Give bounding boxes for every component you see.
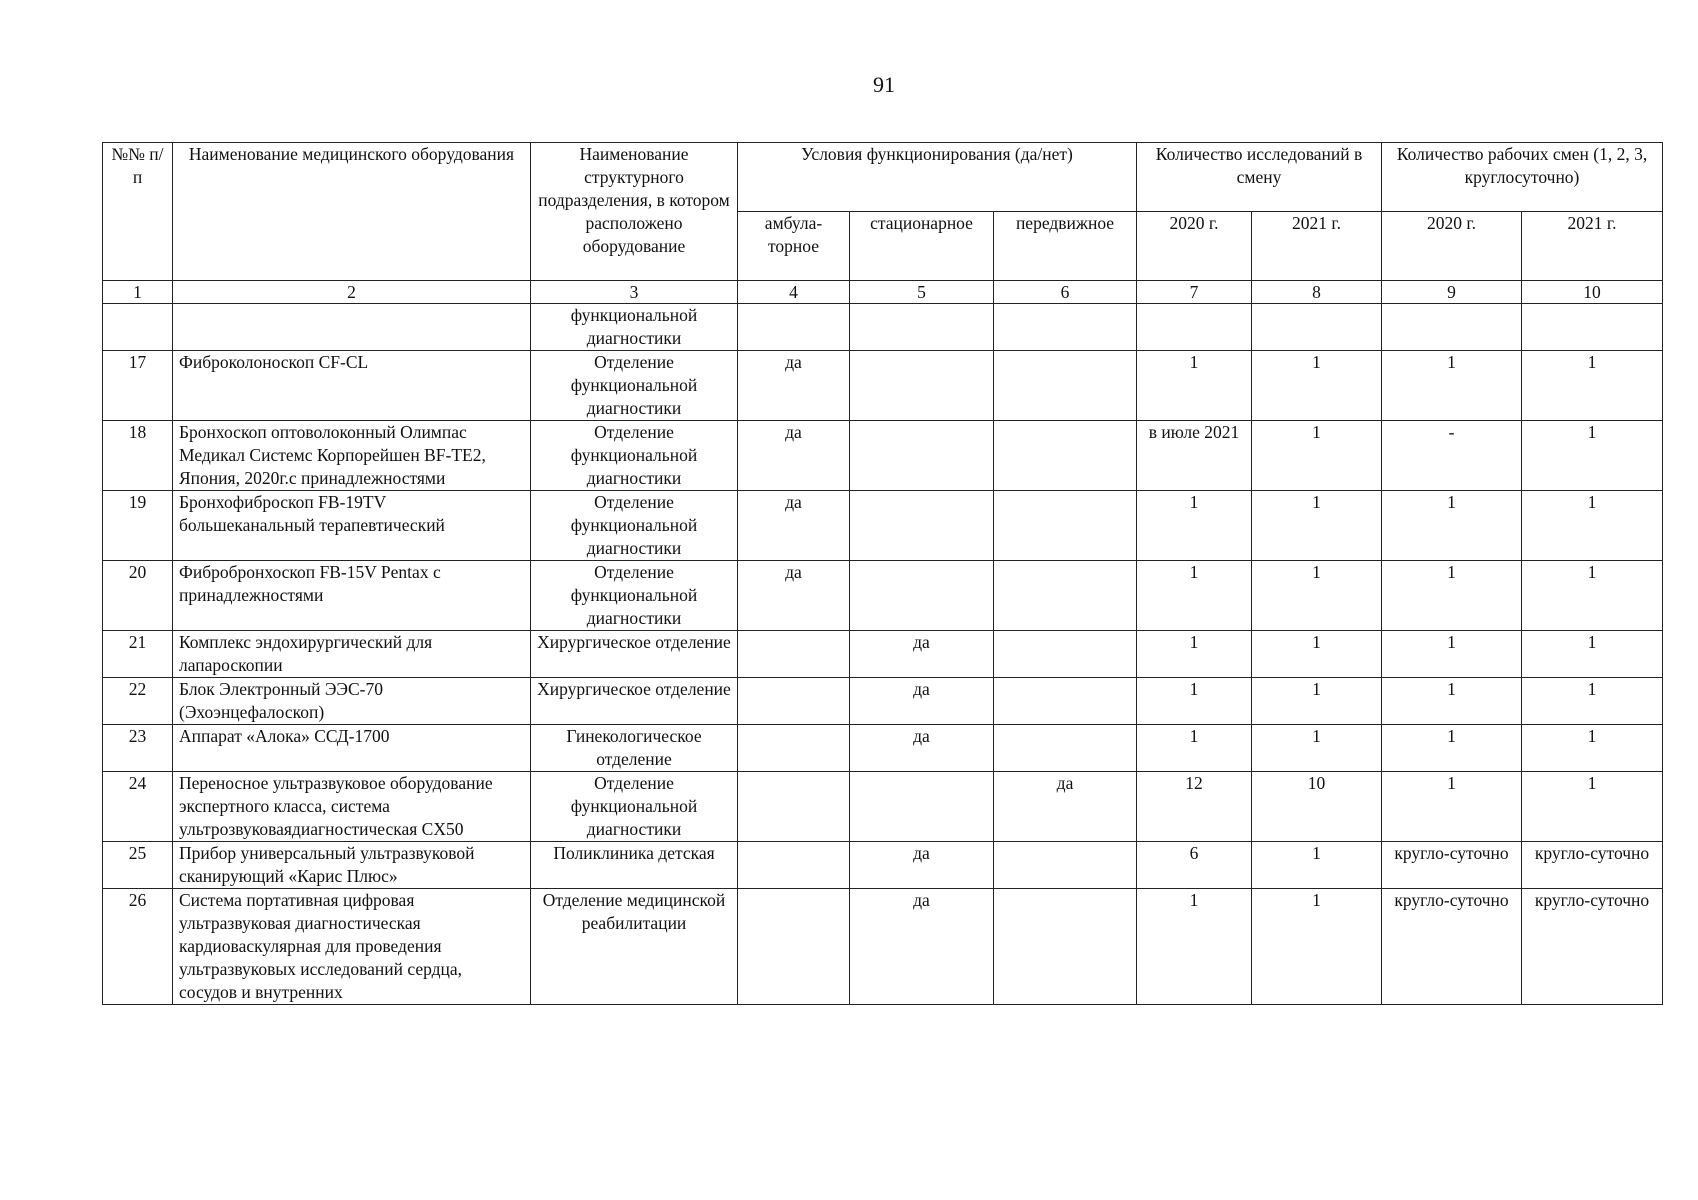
header-equipment-name: Наименование медицинского оборудования <box>173 143 531 281</box>
header-shifts-2020: 2020 г. <box>1382 212 1522 281</box>
shifts-2020-cell: 1 <box>1382 772 1522 842</box>
research-2020-cell <box>1137 304 1252 351</box>
shifts-2021-cell: 1 <box>1522 491 1663 561</box>
header-shift-count: Количество рабочих смен (1, 2, 3, круглосуточно) <box>1382 143 1663 212</box>
research-2021-cell: 1 <box>1252 561 1382 631</box>
ambulatory-cell <box>738 889 850 1005</box>
mobile-cell <box>994 631 1137 678</box>
equipment-name: Блок Электронный ЭЭС-70 (Эхоэнцефалоскоп) <box>173 678 531 725</box>
ambulatory-cell <box>738 678 850 725</box>
row-number: 26 <box>103 889 173 1005</box>
stationary-cell <box>850 561 994 631</box>
ambulatory-cell: да <box>738 351 850 421</box>
row-number: 22 <box>103 678 173 725</box>
shifts-2020-cell: 1 <box>1382 351 1522 421</box>
equipment-name: Переносное ультразвуковое оборудование экспертного класса, система ультрозвуковаядиагностическая CX50 <box>173 772 531 842</box>
stationary-cell <box>850 421 994 491</box>
shifts-2020-cell: кругло-суточно <box>1382 842 1522 889</box>
table-row <box>103 421 1663 491</box>
stationary-cell <box>850 491 994 561</box>
mobile-cell: да <box>994 772 1137 842</box>
research-2020-cell: 1 <box>1137 889 1252 1005</box>
department: Поликлиника детская <box>531 842 738 889</box>
row-number: 20 <box>103 561 173 631</box>
research-2021-cell: 10 <box>1252 772 1382 842</box>
department: Отделение функциональной диагностики <box>531 772 738 842</box>
shifts-2020-cell: 1 <box>1382 561 1522 631</box>
shifts-2020-cell: 1 <box>1382 678 1522 725</box>
column-numbers-row <box>103 281 1663 304</box>
header-research-count: Количество исследований в смену <box>1137 143 1382 212</box>
stationary-cell: да <box>850 725 994 772</box>
research-2021-cell: 1 <box>1252 842 1382 889</box>
stationary-cell: да <box>850 678 994 725</box>
column-number: 1 <box>103 281 173 304</box>
research-2021-cell: 1 <box>1252 889 1382 1005</box>
research-2021-cell: 1 <box>1252 631 1382 678</box>
mobile-cell <box>994 351 1137 421</box>
column-number: 2 <box>173 281 531 304</box>
stationary-cell <box>850 304 994 351</box>
mobile-cell <box>994 491 1137 561</box>
research-2020-cell: 12 <box>1137 772 1252 842</box>
table-row <box>103 725 1663 772</box>
department: Отделение функциональной диагностики <box>531 561 738 631</box>
table-row <box>103 561 1663 631</box>
equipment-name: Фибробронхоскоп FB-15V Pentax с принадлежностями <box>173 561 531 631</box>
department: Отделение функциональной диагностики <box>531 491 738 561</box>
ambulatory-cell <box>738 842 850 889</box>
shifts-2021-cell: 1 <box>1522 421 1663 491</box>
research-2021-cell <box>1252 304 1382 351</box>
table-row <box>103 889 1663 1005</box>
column-number: 6 <box>994 281 1137 304</box>
ambulatory-cell: да <box>738 561 850 631</box>
ambulatory-cell <box>738 631 850 678</box>
stationary-cell: да <box>850 842 994 889</box>
page-number: 91 <box>873 72 895 97</box>
header-number: №№ п/п <box>103 143 173 281</box>
table-row <box>103 678 1663 725</box>
equipment-name: Комплекс эндохирургический для лапароскопии <box>173 631 531 678</box>
research-2020-cell: 1 <box>1137 631 1252 678</box>
header-conditions: Условия функционирования (да/нет) <box>738 143 1137 212</box>
row-number: 18 <box>103 421 173 491</box>
ambulatory-cell <box>738 304 850 351</box>
ambulatory-cell <box>738 772 850 842</box>
shifts-2021-cell <box>1522 304 1663 351</box>
mobile-cell <box>994 842 1137 889</box>
header-mobile: передвижное <box>994 212 1137 281</box>
department: Отделение функциональной диагностики <box>531 421 738 491</box>
research-2021-cell: 1 <box>1252 725 1382 772</box>
row-number: 19 <box>103 491 173 561</box>
shifts-2020-cell <box>1382 304 1522 351</box>
shifts-2021-cell: 1 <box>1522 725 1663 772</box>
table-row <box>103 772 1663 842</box>
research-2021-cell: 1 <box>1252 491 1382 561</box>
research-2020-cell: 1 <box>1137 351 1252 421</box>
header-research-2021: 2021 г. <box>1252 212 1382 281</box>
equipment-name: Прибор универсальный ультразвуковой сканирующий «Карис Плюс» <box>173 842 531 889</box>
equipment-name: Система портативная цифровая ультразвуковая диагностическая кардиоваскулярная для проведения ультразвуковых исследований сердца, сосудов и внутренних <box>173 889 531 1005</box>
header-ambulatory: амбула-торное <box>738 212 850 281</box>
shifts-2021-cell: 1 <box>1522 678 1663 725</box>
column-number: 8 <box>1252 281 1382 304</box>
column-number: 7 <box>1137 281 1252 304</box>
research-2020-cell: 1 <box>1137 561 1252 631</box>
shifts-2021-cell: 1 <box>1522 772 1663 842</box>
department: функциональной диагностики <box>531 304 738 351</box>
research-2021-cell: 1 <box>1252 421 1382 491</box>
mobile-cell <box>994 304 1137 351</box>
equipment-name: Бронхоскоп оптоволоконный Олимпас Медикал Системс Корпорейшен BF-TE2, Япония, 2020г.с принадлежностями <box>173 421 531 491</box>
ambulatory-cell <box>738 725 850 772</box>
stationary-cell <box>850 772 994 842</box>
column-number: 9 <box>1382 281 1522 304</box>
equipment-table <box>102 142 1663 1005</box>
research-2020-cell: 1 <box>1137 491 1252 561</box>
research-2020-cell: 1 <box>1137 678 1252 725</box>
shifts-2020-cell: 1 <box>1382 725 1522 772</box>
header-research-2020: 2020 г. <box>1137 212 1252 281</box>
row-number: 24 <box>103 772 173 842</box>
mobile-cell <box>994 421 1137 491</box>
department: Хирургическое отделение <box>531 678 738 725</box>
shifts-2021-cell: 1 <box>1522 631 1663 678</box>
row-number: 23 <box>103 725 173 772</box>
mobile-cell <box>994 889 1137 1005</box>
shifts-2020-cell: - <box>1382 421 1522 491</box>
row-number: 21 <box>103 631 173 678</box>
equipment-name: Фиброколоноскоп CF-CL <box>173 351 531 421</box>
department: Отделение функциональной диагностики <box>531 351 738 421</box>
header-department: Наименование структурного подразделения, в котором расположено оборудование <box>531 143 738 281</box>
column-number: 5 <box>850 281 994 304</box>
research-2020-cell: в июле 2021 <box>1137 421 1252 491</box>
equipment-name: Бронхофиброскоп FB-19TV большеканальный терапевтический <box>173 491 531 561</box>
equipment-name: Аппарат «Алока» ССД-1700 <box>173 725 531 772</box>
shifts-2020-cell: кругло-суточно <box>1382 889 1522 1005</box>
equipment-name <box>173 304 531 351</box>
table-row <box>103 351 1663 421</box>
table-row <box>103 491 1663 561</box>
research-2021-cell: 1 <box>1252 678 1382 725</box>
row-number <box>103 304 173 351</box>
ambulatory-cell: да <box>738 421 850 491</box>
mobile-cell <box>994 561 1137 631</box>
shifts-2020-cell: 1 <box>1382 491 1522 561</box>
stationary-cell: да <box>850 889 994 1005</box>
table-row <box>103 304 1663 351</box>
shifts-2021-cell: 1 <box>1522 351 1663 421</box>
stationary-cell <box>850 351 994 421</box>
shifts-2021-cell: 1 <box>1522 561 1663 631</box>
header-stationary: стационарное <box>850 212 994 281</box>
stationary-cell: да <box>850 631 994 678</box>
shifts-2021-cell: кругло-суточно <box>1522 889 1663 1005</box>
research-2021-cell: 1 <box>1252 351 1382 421</box>
mobile-cell <box>994 725 1137 772</box>
shifts-2020-cell: 1 <box>1382 631 1522 678</box>
department: Гинекологическое отделение <box>531 725 738 772</box>
department: Хирургическое отделение <box>531 631 738 678</box>
mobile-cell <box>994 678 1137 725</box>
department: Отделение медицинской реабилитации <box>531 889 738 1005</box>
research-2020-cell: 6 <box>1137 842 1252 889</box>
table-row <box>103 842 1663 889</box>
column-number: 4 <box>738 281 850 304</box>
table-body <box>103 304 1663 1005</box>
column-number: 10 <box>1522 281 1663 304</box>
shifts-2021-cell: кругло-суточно <box>1522 842 1663 889</box>
row-number: 17 <box>103 351 173 421</box>
ambulatory-cell: да <box>738 491 850 561</box>
header-shifts-2021: 2021 г. <box>1522 212 1663 281</box>
research-2020-cell: 1 <box>1137 725 1252 772</box>
header-row-1 <box>103 143 1663 212</box>
table-row <box>103 631 1663 678</box>
row-number: 25 <box>103 842 173 889</box>
column-number: 3 <box>531 281 738 304</box>
